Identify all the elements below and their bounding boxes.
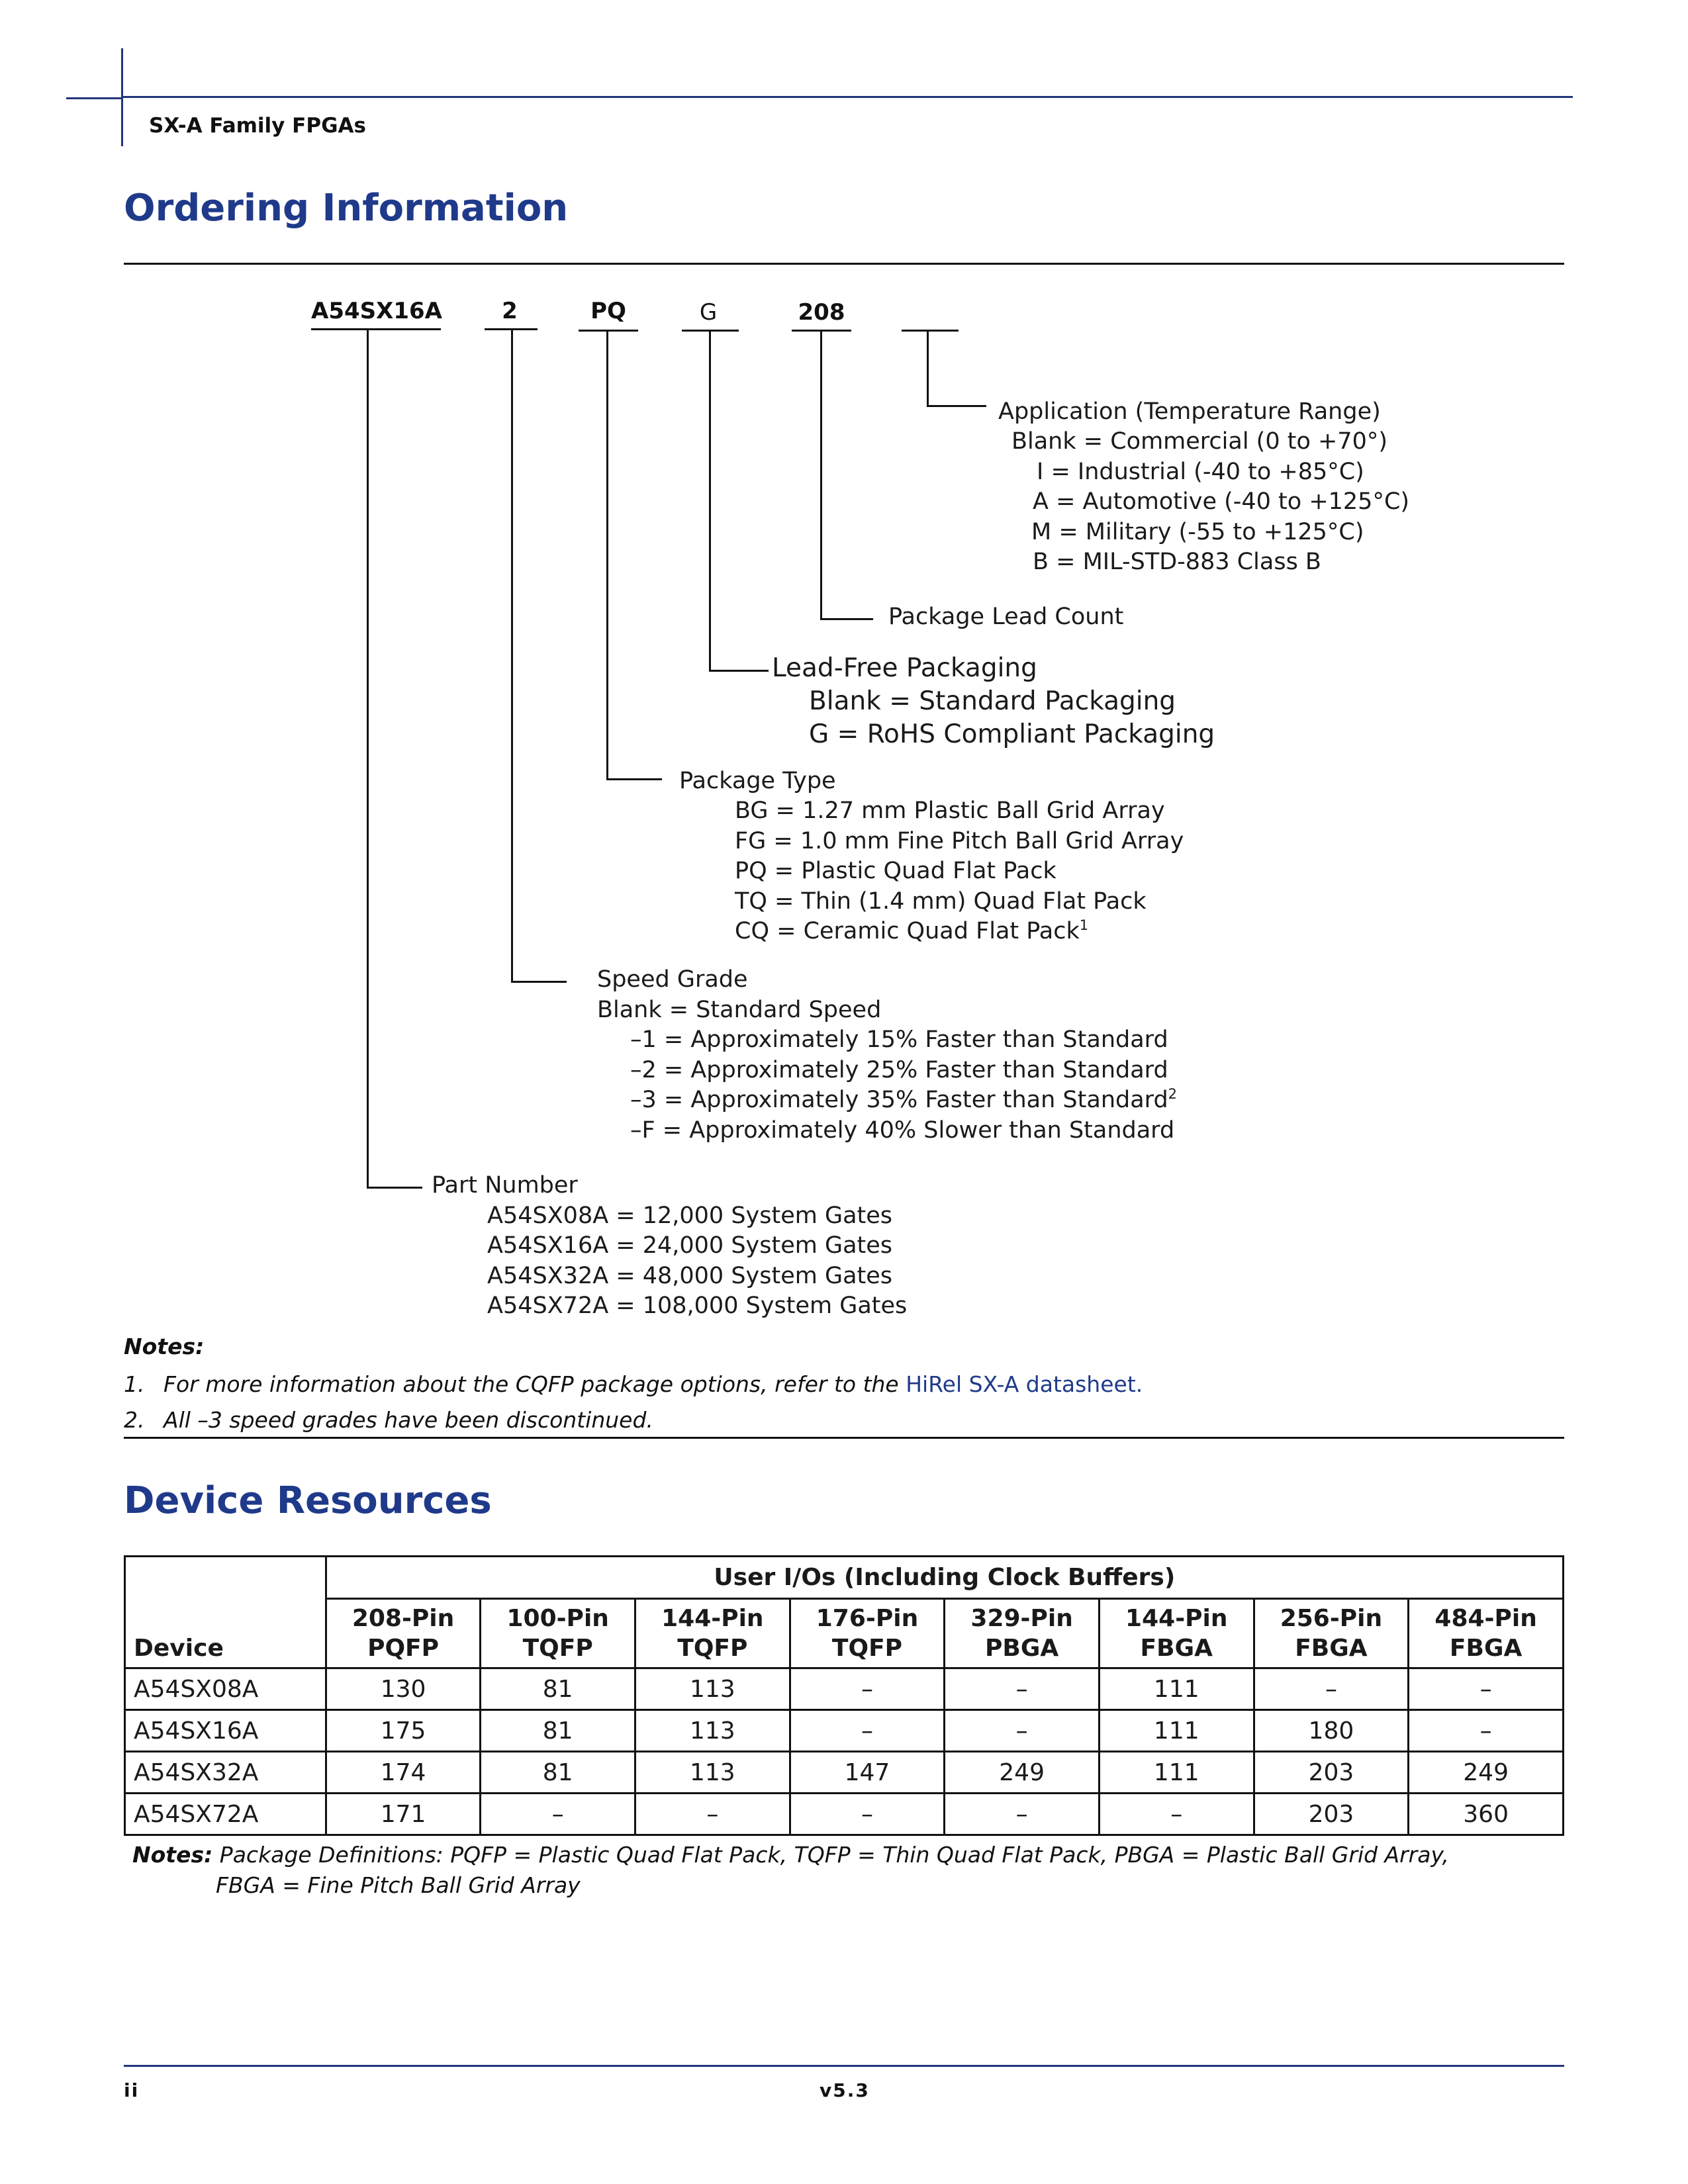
- column-header: 176-Pin TQFP: [790, 1599, 945, 1668]
- table-cell: –: [1099, 1794, 1254, 1835]
- underline-part-number: [311, 328, 441, 330]
- connector-package-type-horizontal: [606, 778, 662, 780]
- part-number-item: A54SX16A = 24,000 System Gates: [487, 1232, 893, 1259]
- column-header: 208-Pin PQFP: [326, 1599, 481, 1668]
- table-cell: 203: [1254, 1752, 1409, 1794]
- speed-grade-item: –1 = Approximately 15% Faster than Standard: [630, 1026, 1168, 1053]
- connector-part-number-vertical: [367, 328, 369, 1189]
- table-cell: –: [790, 1668, 945, 1710]
- table-cell: 147: [790, 1752, 945, 1794]
- footer-page-number: ii: [124, 2079, 140, 2101]
- notes-bottom-rule: [124, 1437, 1564, 1439]
- speed-grade-item: Blank = Standard Speed: [597, 997, 882, 1023]
- part-number-item: A54SX72A = 108,000 System Gates: [487, 1293, 908, 1319]
- connector-lead-count-vertical: [820, 330, 822, 619]
- table-cell: –: [481, 1794, 635, 1835]
- device-name-cell: A54SX16A: [125, 1710, 326, 1752]
- connector-lead-count-horizontal: [820, 618, 873, 620]
- table-cell: 360: [1409, 1794, 1564, 1835]
- code-lead-free: G: [699, 299, 718, 326]
- lead-count-title: Package Lead Count: [888, 604, 1124, 630]
- footer-version: v5.3: [820, 2079, 870, 2101]
- part-number-item: A54SX08A = 12,000 System Gates: [487, 1203, 893, 1229]
- application-title: Application (Temperature Range): [998, 398, 1381, 425]
- table-cell: 174: [326, 1752, 481, 1794]
- code-package-type: PQ: [590, 298, 626, 324]
- section-title-device-resources: Device Resources: [124, 1479, 492, 1522]
- package-type-item: TQ = Thin (1.4 mm) Quad Flat Pack: [735, 888, 1147, 915]
- table-cell: 81: [481, 1668, 635, 1710]
- package-type-item-cq: CQ = Ceramic Quad Flat Pack$^1$: [735, 917, 1089, 944]
- table-cell: 111: [1099, 1710, 1254, 1752]
- table-cell: 249: [945, 1752, 1100, 1794]
- table-cell: 111: [1099, 1668, 1254, 1710]
- table-row: [125, 1752, 1564, 1794]
- table-cell: 203: [1254, 1794, 1409, 1835]
- package-type-item: BG = 1.27 mm Plastic Ball Grid Array: [735, 797, 1165, 824]
- connector-part-number-horizontal: [367, 1187, 422, 1189]
- lead-free-item: G = RoHS Compliant Packaging: [809, 719, 1215, 749]
- header-rule: [123, 96, 1573, 98]
- table-cell: 113: [635, 1710, 790, 1752]
- application-item: Blank = Commercial (0 to +70°): [1011, 428, 1387, 455]
- speed-grade-title: Speed Grade: [597, 966, 748, 993]
- running-header-title: SX-A Family FPGAs: [149, 114, 366, 138]
- table-cell: 249: [1409, 1752, 1564, 1794]
- lead-free-item: Blank = Standard Packaging: [809, 686, 1176, 716]
- table-cell: 113: [635, 1752, 790, 1794]
- table-cell: –: [945, 1710, 1100, 1752]
- code-lead-count: 208: [798, 299, 845, 326]
- package-type-item: FG = 1.0 mm Fine Pitch Ball Grid Array: [735, 828, 1184, 854]
- code-speed-grade: 2: [502, 298, 518, 324]
- underline-package-type: [579, 330, 638, 332]
- application-item: I = Industrial (-40 to +85°C): [1037, 459, 1364, 485]
- table-cell: –: [635, 1794, 790, 1835]
- part-number-title: Part Number: [432, 1172, 578, 1199]
- connector-speed-grade-horizontal: [511, 981, 567, 983]
- table-cell: 113: [635, 1668, 790, 1710]
- section-title-ordering: Ordering Information: [124, 187, 569, 230]
- table-cell: 111: [1099, 1752, 1254, 1794]
- lead-free-title: Lead-Free Packaging: [772, 653, 1037, 683]
- table-cell: –: [1254, 1668, 1409, 1710]
- table-row: [125, 1668, 1564, 1710]
- section-rule-ordering: [124, 263, 1564, 265]
- table-cell: 180: [1254, 1710, 1409, 1752]
- device-name-cell: A54SX32A: [125, 1752, 326, 1794]
- connector-application-horizontal: [927, 405, 986, 407]
- column-header: 484-Pin FBGA: [1409, 1599, 1564, 1668]
- package-type-title: Package Type: [679, 768, 836, 794]
- table-cell: 171: [326, 1794, 481, 1835]
- table-cell: –: [1409, 1710, 1564, 1752]
- column-header: 144-Pin TQFP: [635, 1599, 790, 1668]
- footnote-ref: 1: [1079, 917, 1089, 934]
- note-2: 2. All –3 speed grades have been discontinued.: [124, 1407, 653, 1433]
- table-notes-line1: Notes: Package Definitions: PQFP = Plastic Quad Flat Pack, TQFP = Thin Quad Flat Pack, PBGA = Plastic Ball Grid Array,: [132, 1842, 1449, 1868]
- user-ios-group-header: User I/Os (Including Clock Buffers): [326, 1557, 1563, 1599]
- note-1: 1. For more information about the CQFP package options, refer to the HiRel SX-A datasheet.: [124, 1371, 1143, 1397]
- connector-application-vertical: [927, 330, 929, 406]
- device-column-header: Device: [125, 1557, 326, 1668]
- column-header: 256-Pin FBGA: [1254, 1599, 1409, 1668]
- footnote-ref: 2: [1168, 1086, 1178, 1103]
- part-number-item: A54SX32A = 48,000 System Gates: [487, 1263, 893, 1289]
- connector-package-type-vertical: [606, 330, 608, 780]
- table-cell: 81: [481, 1710, 635, 1752]
- hirel-datasheet-link[interactable]: HiRel SX-A datasheet.: [906, 1371, 1143, 1397]
- speed-grade-item: –F = Approximately 40% Slower than Standard: [630, 1117, 1175, 1144]
- header-crosshair-horizontal: [66, 97, 121, 99]
- connector-lead-free-horizontal: [709, 670, 769, 672]
- column-header: 329-Pin PBGA: [945, 1599, 1100, 1668]
- table-notes-line2: FBGA = Fine Pitch Ball Grid Array: [216, 1872, 581, 1898]
- package-type-item: PQ = Plastic Quad Flat Pack: [735, 858, 1056, 884]
- table-cell: –: [945, 1794, 1100, 1835]
- underline-application: [902, 330, 959, 332]
- table-row: [125, 1794, 1564, 1835]
- connector-speed-grade-vertical: [511, 328, 513, 982]
- application-item: A = Automotive (-40 to +125°C): [1033, 488, 1410, 515]
- device-name-cell: A54SX08A: [125, 1668, 326, 1710]
- table-row: [125, 1710, 1564, 1752]
- table-cell: 81: [481, 1752, 635, 1794]
- application-item: B = MIL-STD-883 Class B: [1033, 549, 1321, 575]
- device-name-cell: A54SX72A: [125, 1794, 326, 1835]
- table-cell: –: [1409, 1668, 1564, 1710]
- notes-title: Notes:: [124, 1334, 205, 1359]
- table-cell: –: [790, 1794, 945, 1835]
- table-cell: –: [945, 1668, 1100, 1710]
- table-cell: 175: [326, 1710, 481, 1752]
- footer-rule: [124, 2065, 1564, 2067]
- device-resources-table: [124, 1555, 1564, 1836]
- speed-grade-item: –2 = Approximately 25% Faster than Standard: [630, 1057, 1168, 1083]
- code-part-number: A54SX16A: [311, 298, 442, 324]
- column-header: 100-Pin TQFP: [481, 1599, 635, 1668]
- column-header: 144-Pin FBGA: [1099, 1599, 1254, 1668]
- table-cell: 130: [326, 1668, 481, 1710]
- table-cell: –: [790, 1710, 945, 1752]
- application-item: M = Military (-55 to +125°C): [1031, 519, 1364, 545]
- table-notes-label: Notes:: [132, 1842, 213, 1868]
- speed-grade-item: –3 = Approximately 35% Faster than Standard$^2$: [630, 1086, 1178, 1113]
- connector-lead-free-vertical: [709, 330, 711, 671]
